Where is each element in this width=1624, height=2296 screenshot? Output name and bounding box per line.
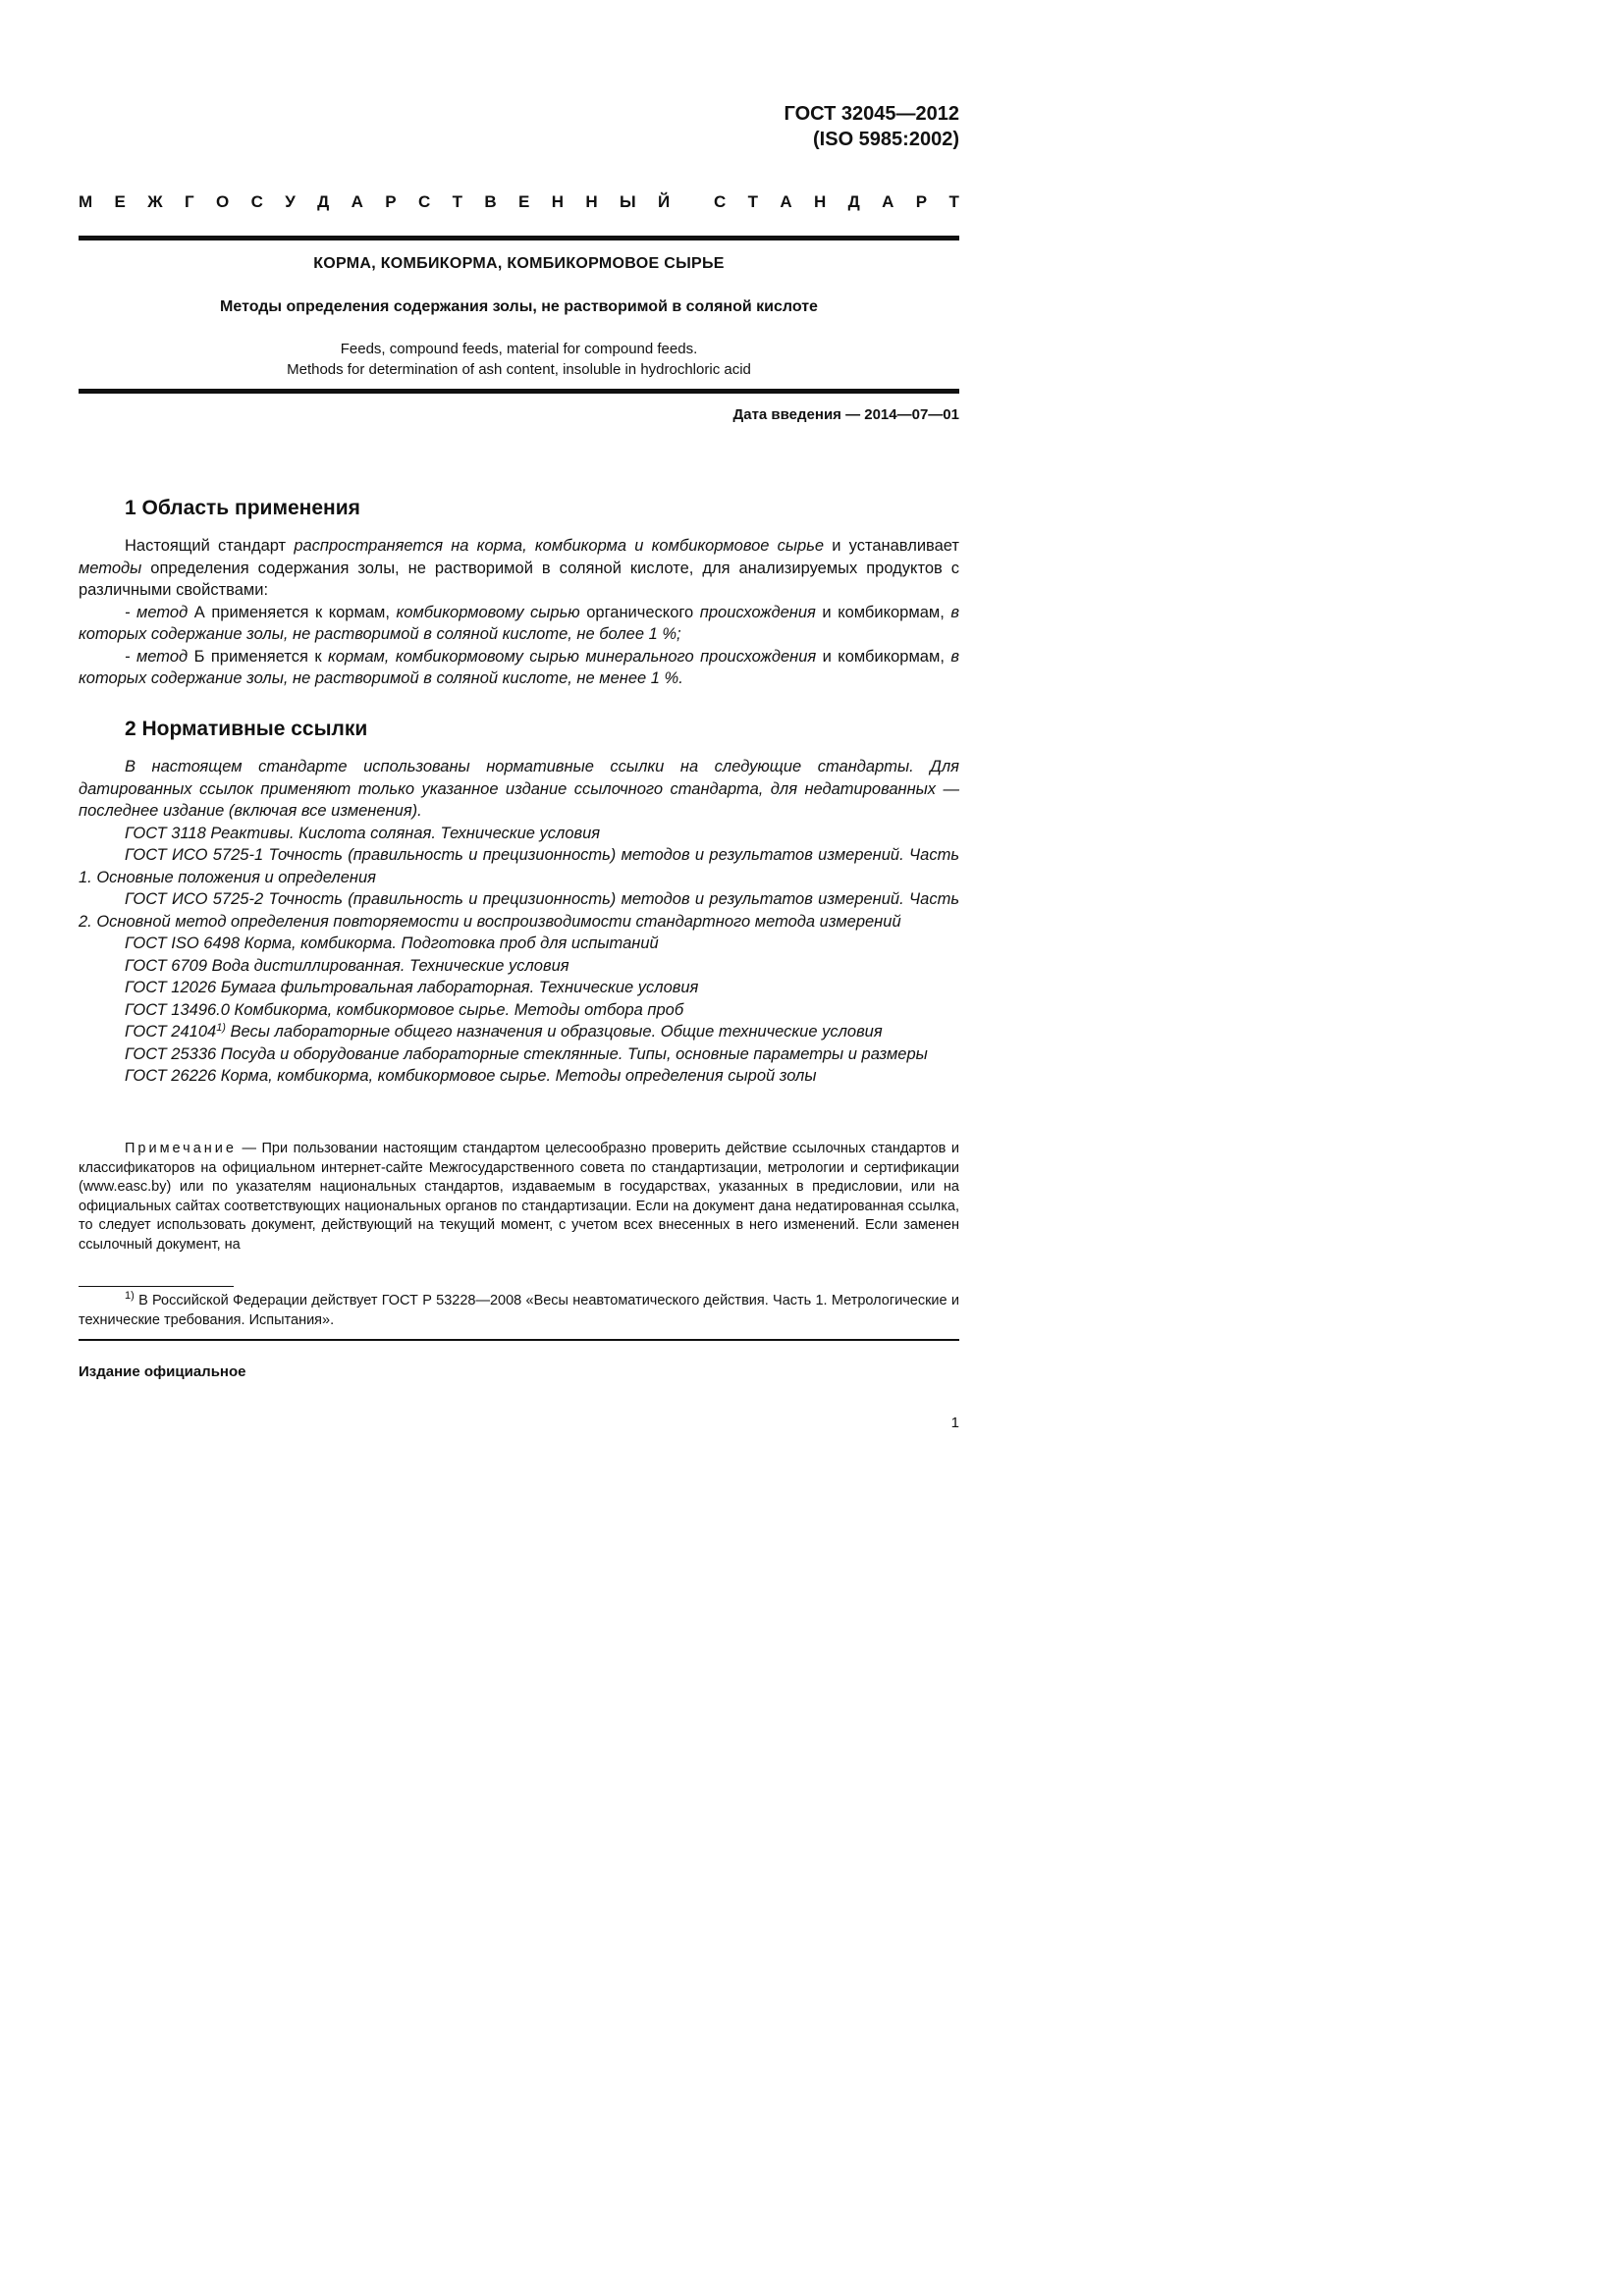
section-1-body <box>79 535 959 690</box>
reference-item: ГОСТ 3118 Реактивы. Кислота соляная. Технические условия <box>125 824 601 842</box>
interstate-letter: Е <box>114 192 126 211</box>
interstate-letter: В <box>484 192 497 211</box>
section-1-heading: 1 Область применения <box>125 497 360 519</box>
interstate-letter: Т <box>948 192 959 211</box>
page-number: 1 <box>950 1415 959 1431</box>
interstate-letter: Ж <box>147 192 163 211</box>
english-title-line-2: Methods for determination of ash content, insoluble in hydrochloric acid <box>287 361 751 378</box>
reference-item: ГОСТ ИСО 5725-2 Точность (правильность и прецизионность) методов и результатов измерений. Часть 2. Основной метод определения повторяемости и воспроизводимости стандартного метода измерений <box>79 890 959 931</box>
footnote-marker: 1) <box>216 1022 226 1034</box>
interstate-standard-label <box>79 192 959 212</box>
english-title <box>79 339 959 380</box>
interstate-letter: Г <box>184 192 194 211</box>
header-rule <box>79 236 959 240</box>
interstate-letter: Н <box>551 192 564 211</box>
interstate-letter: Т <box>452 192 462 211</box>
note-text: — При пользовании настоящим стандартом целесообразно проверить действие ссылочных стандартов и классификаторов на официальном интернет-сайте Межгосударственного совета по стандартизации, метрологии и сертификации (www.easc.by) или по указателям национальных стандартов, издаваемым в государствах, указанных в предисловии, или на официальных сайтах соответствующих национальных органов по стандартизации. Если на документ дана недатированная ссылка, то следует использовать документ, действующий на текущий момент, с учетом всех внесенных в него изменений. Если заменен ссылочный документ, на <box>79 1141 959 1253</box>
footnote <box>79 1291 959 1330</box>
interstate-letter: С <box>713 192 727 211</box>
document-subtitle: Методы определения содержания золы, не растворимой в соляной кислоте <box>220 298 818 315</box>
section-1-paragraph-1: Настоящий стандарт распространяется на корма, комбикорма и комбикормовое сырье и устанавливает методы определения содержания золы, не растворимой в соляной кислоте, для анализируемых продуктов с различными свойствами: <box>79 537 959 599</box>
standard-designation <box>785 101 959 152</box>
reference-item: ГОСТ 12026 Бумага фильтровальная лабораторная. Технические условия <box>125 979 699 996</box>
interstate-letter: Й <box>658 192 671 211</box>
interstate-letter: Т <box>747 192 758 211</box>
footnote-separator <box>79 1286 234 1287</box>
interstate-letter: Д <box>317 192 330 211</box>
iso-number: (ISO 5985:2002) <box>813 129 959 150</box>
effective-date: Дата введения — 2014—07—01 <box>732 406 959 423</box>
interstate-letter: А <box>351 192 363 211</box>
interstate-letter: О <box>215 192 230 211</box>
english-title-line-1: Feeds, compound feeds, material for compound feeds. <box>340 341 698 357</box>
interstate-letter: У <box>285 192 296 211</box>
footnote-number: 1) <box>125 1290 135 1302</box>
interstate-letter: Р <box>385 192 397 211</box>
reference-item: ГОСТ 13496.0 Комбикорма, комбикормовое сырье. Методы отбора проб <box>125 1000 684 1019</box>
interstate-letter: Д <box>847 192 860 211</box>
note <box>79 1140 959 1255</box>
standard-number: ГОСТ 32045—2012 <box>784 103 959 125</box>
document-title: КОРМА, КОМБИКОРМА, КОМБИКОРМОВОЕ СЫРЬЕ <box>313 255 725 272</box>
reference-item: ГОСТ 24104$^{1)}$ Весы лабораторные общего назначения и образцовые. Общие технические условия <box>125 1022 883 1041</box>
section-2-heading: 2 Нормативные ссылки <box>125 718 368 740</box>
interstate-letter: М <box>79 192 93 211</box>
interstate-letter: Н <box>813 192 827 211</box>
reference-item: ГОСТ ISO 6498 Корма, комбикорма. Подготовка проб для испытаний <box>125 934 659 952</box>
interstate-letter: А <box>780 192 792 211</box>
footer-rule <box>79 1339 959 1341</box>
note-label: Примечание <box>125 1141 237 1156</box>
footnote-text: В Российской Федерации действует ГОСТ Р 53228—2008 «Весы неавтоматического действия. Часть 1. Метрологические и технические требования. Испытания». <box>79 1293 959 1328</box>
references-intro: В настоящем стандарте использованы нормативные ссылки на следующие стандарты. Для датированных ссылок применяют только указанное издание ссылочного стандарта, для недатированных — последнее издание (включая все изменения). <box>79 758 959 820</box>
interstate-letter: А <box>882 192 894 211</box>
reference-item: ГОСТ 26226 Корма, комбикорма, комбикормовое сырье. Методы определения сырой золы <box>125 1067 817 1085</box>
references-list-continued <box>79 1043 959 1088</box>
reference-item: ГОСТ 25336 Посуда и оборудование лабораторные стеклянные. Типы, основные параметры и размеры <box>125 1044 928 1063</box>
interstate-letter: Ы <box>619 192 636 211</box>
reference-item: ГОСТ 6709 Вода дистиллированная. Технические условия <box>125 956 569 975</box>
method-a-item: - метод А применяется к кормам, комбикормовому сырью органического происхождения и комбикормам, в которых содержание золы, не растворимой в соляной кислоте, не более 1 %; <box>79 603 959 643</box>
interstate-letter: С <box>417 192 431 211</box>
section-2-body <box>79 756 959 1088</box>
reference-item: ГОСТ ИСО 5725-1 Точность (правильность и прецизионность) методов и результатов измерений. Часть 1. Основные положения и определения <box>79 846 959 886</box>
references-list <box>79 823 959 1022</box>
interstate-letter: С <box>250 192 263 211</box>
interstate-letter: Р <box>915 192 928 211</box>
official-edition-label: Издание официальное <box>79 1363 246 1380</box>
method-b-item: - метод Б применяется к кормам, комбикормовому сырью минерального происхождения и комбикормам, в которых содержание золы, не растворимой в соляной кислоте, не менее 1 %. <box>79 647 959 687</box>
interstate-letter: Е <box>518 192 530 211</box>
interstate-letter: Н <box>585 192 598 211</box>
title-rule <box>79 389 959 394</box>
